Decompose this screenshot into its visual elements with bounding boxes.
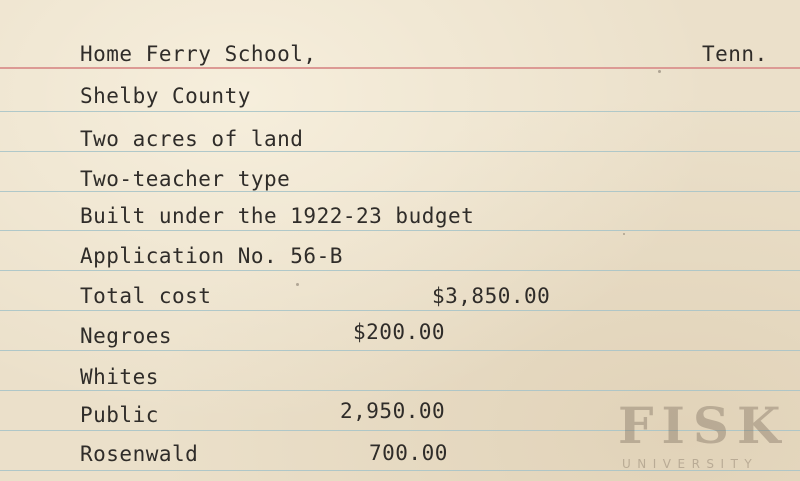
blue-rule <box>0 151 800 152</box>
public-value: 2,950.00 <box>340 399 446 423</box>
state: Tenn. <box>702 42 768 66</box>
building-type: Two-teacher type <box>80 167 291 191</box>
total-cost-value: $3,850.00 <box>432 284 551 308</box>
county: Shelby County <box>80 84 251 108</box>
blue-rule <box>0 230 800 231</box>
application-number: Application No. 56-B <box>80 244 343 268</box>
rosenwald-value: 700.00 <box>369 441 448 465</box>
blue-rule <box>0 111 800 112</box>
rosenwald-label: Rosenwald <box>80 442 199 466</box>
watermark-subtitle: UNIVERSITY <box>622 457 759 471</box>
paper-speck <box>623 233 625 235</box>
header-red-rule <box>0 67 800 69</box>
blue-rule <box>0 390 800 391</box>
paper-speck <box>658 70 661 73</box>
blue-rule <box>0 350 800 351</box>
paper-speck <box>296 283 299 286</box>
budget-year: Built under the 1922-23 budget <box>80 204 475 228</box>
blue-rule <box>0 191 800 192</box>
school-name: Home Ferry School, <box>80 42 317 66</box>
negroes-value: $200.00 <box>353 320 446 344</box>
watermark-name: FISK <box>618 396 789 455</box>
total-cost-label: Total cost <box>80 284 212 308</box>
public-label: Public <box>80 403 159 427</box>
blue-rule <box>0 310 800 311</box>
fisk-university-watermark <box>618 398 798 478</box>
whites-label: Whites <box>80 365 159 389</box>
blue-rule <box>0 270 800 271</box>
negroes-label: Negroes <box>80 324 173 348</box>
land-description: Two acres of land <box>80 127 304 151</box>
